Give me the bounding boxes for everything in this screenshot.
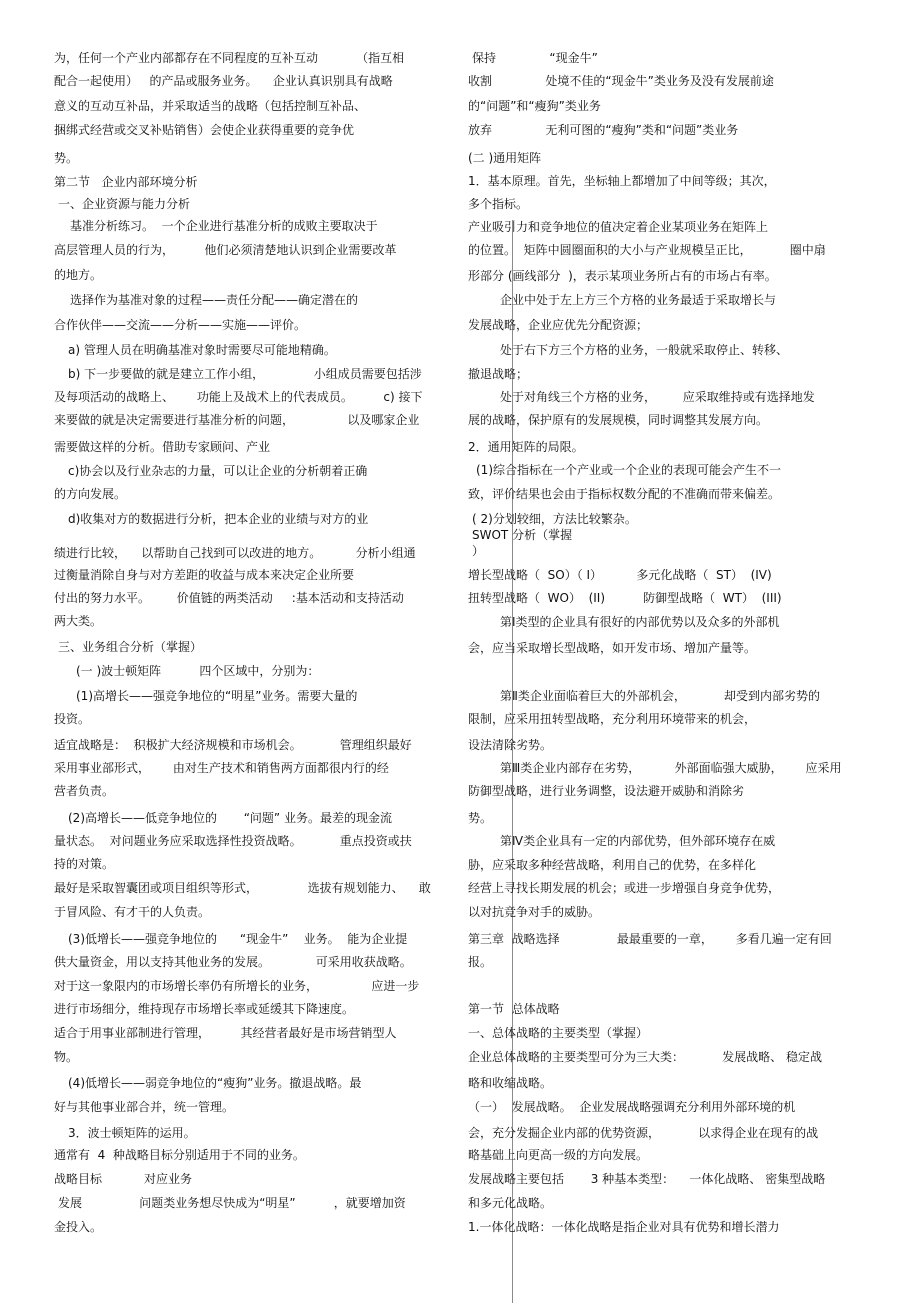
text-line: 对于这一象限内的市场增长率仍有所增长的业务， 应进一步 bbox=[54, 979, 420, 993]
text-line: 胁，应采取多种经营战略，利用自己的优势，在多样化 bbox=[468, 858, 757, 872]
text-line: 展的战略，保护原有的发展规模，同时调整其发展方向。 bbox=[468, 413, 769, 427]
text-line: 设法清除劣势。 bbox=[468, 738, 553, 752]
text-line: 和多元化战略。 bbox=[468, 1196, 553, 1210]
text-line: 第Ⅱ类企业面临着巨大的外部机会， 却受到内部劣势的 bbox=[500, 689, 821, 703]
text-line: 以对抗竞争对手的威胁。 bbox=[468, 905, 601, 919]
text-line: 放弃 无利可图的“瘦狗”类和“问题”类业务 bbox=[468, 123, 739, 137]
text-line: 第三章 战略选择 最最重要的一章， 多看几遍一定有回 bbox=[468, 932, 832, 946]
right-column bbox=[468, 0, 868, 1303]
text-line: 为，任何一个产业内部都存在不同程度的互补互动 （指互相 bbox=[54, 51, 405, 65]
text-line: 发展战略，企业应优先分配资源； bbox=[468, 318, 649, 332]
text-line: 来要做的就是决定需要进行基准分析的问题， 以及哪家企业 bbox=[54, 413, 420, 427]
text-line: 三、业务组合分析（掌握） bbox=[58, 640, 203, 654]
text-line: 于冒风险、有才干的人负责。 bbox=[54, 905, 211, 919]
text-line: SWOT 分析（掌握 bbox=[472, 528, 573, 542]
text-line: 会，应当采取增长型战略，如开发市场、增加产量等。 bbox=[468, 641, 757, 655]
text-line: ( 2)分划较细，方法比较繁杂。 bbox=[472, 512, 637, 526]
text-line: 基准分析练习。 一个企业进行基准分析的成败主要取决于 bbox=[70, 219, 378, 233]
text-line: 一、企业资源与能力分析 bbox=[58, 197, 191, 211]
text-line: 及每项活动的战略上、 功能上及战术上的代表成员。 c) 接下 bbox=[54, 390, 423, 404]
text-line: a) 管理人员在明确基准对象时需要尽可能地精确。 bbox=[68, 343, 336, 357]
text-line: （一） 发展战略。 企业发展战略强调充分利用外部环境的机 bbox=[468, 1100, 796, 1114]
text-line: 第Ⅰ类型的企业具有很好的内部优势以及众多的外部机 bbox=[500, 615, 780, 629]
text-line: (1)综合指标在一个产业或一个企业的表现可能会产生不一 bbox=[476, 463, 782, 477]
text-line: 选择作为基准对象的过程——责任分配——确定潜在的 bbox=[70, 293, 359, 307]
text-line: 第Ⅲ类企业内部存在劣势， 外部面临强大威胁， 应采用 bbox=[500, 761, 842, 775]
text-line: 采用事业部形式， 由对生产技术和销售两方面都很内行的经 bbox=[54, 761, 389, 775]
text-line: 经营上寻找长期发展的机会；或进一步增强自身竞争优势， bbox=[468, 881, 781, 895]
text-line: (2)高增长——低竞争地位的 “问题” 业务。最差的现金流 bbox=[68, 811, 392, 825]
text-line: 高层管理人员的行为， 他们必须清楚地认识到企业需要改革 bbox=[54, 243, 397, 257]
text-line: 第Ⅳ类企业具有一定的内部优势，但外部环境存在威 bbox=[500, 834, 776, 848]
text-line: 的位置。 矩阵中圆圈面积的大小与产业规模呈正比， 圈中扇 bbox=[468, 243, 826, 257]
left-column bbox=[54, 0, 462, 1303]
text-line: 增长型战略（ SO）（ I） 多元化战略（ ST） (IV) bbox=[468, 568, 772, 582]
text-line: 1．基本原理。首先，坐标轴上都增加了中间等级；其次， bbox=[468, 174, 776, 188]
text-line: b) 下一步要做的就是建立工作小组， 小组成员需要包括涉 bbox=[68, 367, 422, 381]
text-line: 企业中处于左上方三个方格的业务最适于采取增长与 bbox=[500, 293, 777, 307]
text-line: 适宜战略是： 积极扩大经济规模和市场机会。 管理组织最好 bbox=[54, 738, 412, 752]
text-line: 的地方。 bbox=[54, 268, 103, 282]
text-line: (4)低增长——弱竞争地位的“瘦狗”业务。撤退战略。最 bbox=[68, 1076, 362, 1090]
text-line: 产业吸引力和竞争地位的值决定着企业某项业务在矩阵上 bbox=[468, 220, 769, 234]
text-line: 势。 bbox=[54, 151, 79, 165]
text-line: 适合于用事业部制进行管理， 其经营者最好是市场营销型人 bbox=[54, 1026, 397, 1040]
text-line: 第一节 总体战略 bbox=[468, 1002, 560, 1016]
text-line: ） bbox=[472, 544, 485, 558]
text-line: d)收集对方的数据进行分析，把本企业的业绩与对方的业 bbox=[68, 512, 369, 526]
text-line: 付出的努力水平。 价值链的两类活动 :基本活动和支持活动 bbox=[54, 591, 404, 605]
text-line: 配合一起使用） 的产品或服务业务。 企业认真识别具有战略 bbox=[54, 74, 393, 88]
text-line: 会，充分发掘企业内部的优势资源， 以求得企业在现有的战 bbox=[468, 1126, 819, 1140]
text-line: 报。 bbox=[468, 955, 493, 969]
text-line: 略基础上向更高一级的方向发展。 bbox=[468, 1148, 649, 1162]
text-line: 一、总体战略的主要类型（掌握） bbox=[468, 1026, 649, 1040]
text-line: 保持 “现金牛” bbox=[472, 51, 598, 65]
text-line: 发展战略主要包括 3 种基本类型： 一体化战略、 密集型战略 bbox=[468, 1172, 826, 1186]
text-line: (一 )波士顿矩阵 四个区域中，分别为： bbox=[76, 664, 320, 678]
text-line: 第二节 企业内部环境分析 bbox=[54, 175, 198, 189]
text-line: 3．波士顿矩阵的运用。 bbox=[68, 1126, 196, 1140]
text-line: 限制，应采用扭转型战略，充分利用环境带来的机会， bbox=[468, 712, 757, 726]
text-line: 持的对策。 bbox=[54, 857, 115, 871]
text-line: 形部分 (画线部分 )，表示某项业务所占有的市场占有率。 bbox=[468, 269, 777, 283]
text-line: 防御型战略，进行业务调整，设法避开威胁和消除劣 bbox=[468, 784, 745, 798]
text-line: 过衡量消除自身与对方差距的收益与成本来决定企业所要 bbox=[54, 568, 355, 582]
text-line: 致，评价结果也会由于指标权数分配的不准确而带来偏差。 bbox=[468, 487, 781, 501]
text-line: 2．通用矩阵的局限。 bbox=[468, 440, 584, 454]
text-line: (3)低增长——强竞争地位的 “现金牛” 业务。 能为企业提 bbox=[68, 932, 408, 946]
text-line: 扭转型战略（ WO） (II) 防御型战略（ WT） (III) bbox=[468, 591, 782, 605]
text-line: 进行市场细分，维持现存市场增长率或延缓其下降速度。 bbox=[54, 1002, 355, 1016]
text-line: 的“问题”和“瘦狗”类业务 bbox=[468, 99, 601, 113]
text-line: 营者负责。 bbox=[54, 784, 115, 798]
text-line: 撤退战略； bbox=[468, 367, 529, 381]
text-line: 最好是采取智囊团或项目组织等形式， 选拔有规划能力、 敢 bbox=[54, 881, 431, 895]
text-line: 合作伙伴——交流——分析——实施——评价。 bbox=[54, 318, 307, 332]
text-line: 1.一体化战略：一体化战略是指企业对具有优势和增长潜力 bbox=[468, 1220, 780, 1234]
text-line: 物。 bbox=[54, 1050, 79, 1064]
text-line: 需要做这样的分析。借助专家顾问、产业 bbox=[54, 440, 271, 454]
text-line: 意义的互动互补品，并采取适当的战略（包括控制互补品、 bbox=[54, 99, 367, 113]
text-line: 处于对角线三个方格的业务， 应采取维持或有选择地发 bbox=[500, 390, 815, 404]
text-line: 处于右下方三个方格的业务，一般就采取停止、转移、 bbox=[500, 343, 789, 357]
text-line: 企业总体战略的主要类型可分为三大类： 发展战略、 稳定战 bbox=[468, 1050, 822, 1064]
text-line: 金投入。 bbox=[54, 1220, 103, 1234]
text-line: 的方向发展。 bbox=[54, 487, 127, 501]
text-line: 捆绑式经营或交叉补贴销售）会使企业获得重要的竞争优 bbox=[54, 123, 355, 137]
text-line: (1)高增长——强竞争地位的“明星”业务。需要大量的 bbox=[76, 689, 358, 703]
text-line: c)协会以及行业杂志的力量，可以让企业的分析朝着正确 bbox=[68, 464, 368, 478]
text-line: 两大类。 bbox=[54, 614, 103, 628]
text-line: 绩进行比较， 以帮助自己找到可以改进的地方。 分析小组通 bbox=[54, 546, 416, 560]
text-line: 战略目标 对应业务 bbox=[54, 1172, 192, 1186]
text-line: 好与其他事业部合并，统一管理。 bbox=[54, 1100, 235, 1114]
text-line: 投资。 bbox=[54, 712, 91, 726]
text-line: 略和收缩战略。 bbox=[468, 1076, 553, 1090]
text-line: 供大量资金，用以支持其他业务的发展。 可采用收获战略。 bbox=[54, 955, 412, 969]
text-line: 发展 问题类业务想尽快成为“明星” ，就要增加资 bbox=[58, 1196, 406, 1210]
text-line: 通常有 4 种战略目标分别适用于不同的业务。 bbox=[54, 1148, 305, 1162]
text-line: (二 )通用矩阵 bbox=[468, 151, 542, 165]
text-line: 势。 bbox=[468, 811, 493, 825]
text-line: 收割 处境不佳的“现金牛”类业务及没有发展前途 bbox=[468, 74, 774, 88]
text-line: 量状态。 对问题业务应采取选择性投资战略。 重点投资或扶 bbox=[54, 834, 412, 848]
text-line: 多个指标。 bbox=[468, 197, 529, 211]
